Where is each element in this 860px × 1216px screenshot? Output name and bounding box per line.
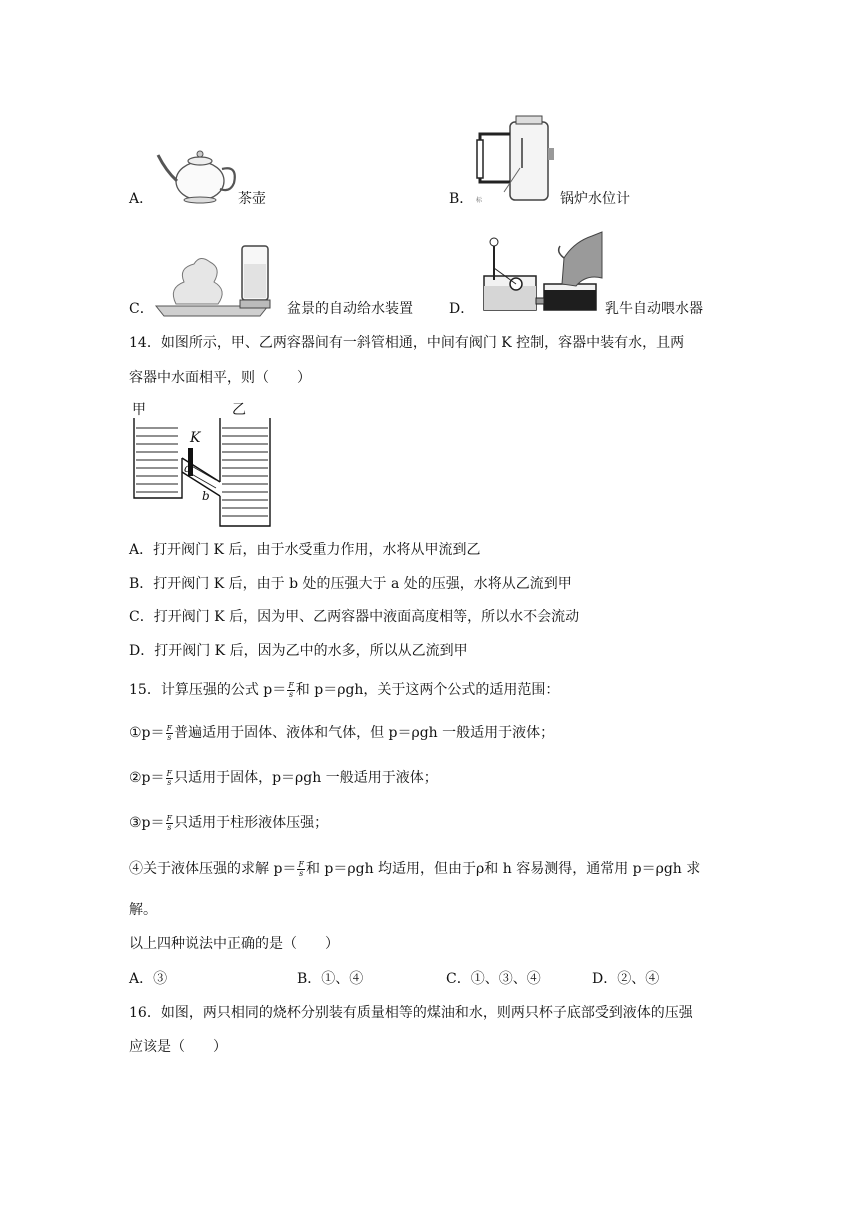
q15-statement-3: ③p＝ $\frac{F}{s}$ 只适用于柱形液体压强； <box>129 813 329 832</box>
boiler-gauge-image <box>474 112 558 206</box>
q13-option-c-letter[interactable]: C． <box>129 301 154 317</box>
q13-option-b-caption: 锅炉水位计 <box>560 191 630 207</box>
q14-label-jia: 甲 <box>132 402 146 418</box>
q14-label-k: K <box>190 430 201 446</box>
q15-option-d[interactable]: D．②、④ <box>592 971 660 987</box>
q15-question: 以上四种说法中正确的是（ ） <box>129 936 339 952</box>
q13-option-a-letter[interactable]: A． <box>129 191 154 207</box>
q14-figure <box>128 398 278 530</box>
q14-option-b[interactable]: B．打开阀门 K 后，由于 b 处的压强大于 a 处的压强，水将从乙流到甲 <box>129 576 572 592</box>
q14-stem-line1: 14．如图所示，甲、乙两容器间有一斜管相通，中间有阀门 K 控制，容器中装有水，且两 <box>129 335 685 351</box>
q14-option-a[interactable]: A．打开阀门 K 后，由于水受重力作用，水将从甲流到乙 <box>129 542 481 558</box>
q15-fraction: $\frac{F}{s}$ <box>288 680 294 699</box>
q15-fraction: $\frac{F}{s}$ <box>166 723 173 742</box>
teapot-image <box>156 137 240 205</box>
q15-option-c[interactable]: C．①、③、④ <box>446 971 541 987</box>
q15-statement-1: ①p＝ $\frac{F}{s}$ 普遍适用于固体、液体和气体，但 p＝ρgh 一般适用于液体； <box>129 723 555 742</box>
q15-stem: 15．计算压强的公式 p＝ $\frac{F}{s}$ 和 p＝ρgh，关于这两个公式的适用范围： <box>129 680 560 699</box>
q14-label-yi: 乙 <box>232 402 246 418</box>
q15-statement-4-cont: 解。 <box>129 902 157 918</box>
cow-waterer-image <box>478 228 602 320</box>
q13-option-d-letter[interactable]: D． <box>449 301 475 317</box>
q14-label-a: a <box>184 461 192 475</box>
q15-fraction: $\frac{F}{s}$ <box>298 859 304 878</box>
q14-option-c[interactable]: C．打开阀门 K 后，因为甲、乙两容器中液面高度相等，所以水不会流动 <box>129 609 580 625</box>
q13-option-c-caption: 盆景的自动给水装置 <box>287 301 413 317</box>
q15-option-a[interactable]: A．③ <box>129 971 168 987</box>
q14-stem-line2: 容器中水面相平，则（ ） <box>129 370 311 386</box>
q13-option-d-caption: 乳牛自动喂水器 <box>605 301 703 317</box>
q14-label-b: b <box>202 489 210 503</box>
q13-option-b-letter[interactable]: B． <box>449 191 474 207</box>
q15-fraction: $\frac{F}{s}$ <box>166 813 173 832</box>
q15-option-b[interactable]: B．①、④ <box>297 971 364 987</box>
bonsai-waterer-image <box>148 238 276 320</box>
q16-stem-line2: 应该是（ ） <box>129 1039 227 1055</box>
q14-option-d[interactable]: D．打开阀门 K 后，因为乙中的水多，所以从乙流到甲 <box>129 643 468 659</box>
q13-option-a-caption: 茶壶 <box>238 191 266 207</box>
q15-statement-2: ②p＝ $\frac{F}{s}$ 只适用于固体，p＝ρgh 一般适用于液体； <box>129 768 438 787</box>
svg-text:标: 标 <box>476 197 483 204</box>
q16-stem-line1: 16．如图，两只相同的烧杯分别装有质量相等的煤油和水，则两只杯子底部受到液体的压强 <box>129 1005 693 1021</box>
q15-statement-4: ④关于液体压强的求解 p＝ $\frac{F}{s}$ 和 p＝ρgh 均适用，但由于ρ和 h 容易测得，通常用 p＝ρgh 求 <box>129 859 701 878</box>
q15-fraction: $\frac{F}{s}$ <box>166 768 173 787</box>
